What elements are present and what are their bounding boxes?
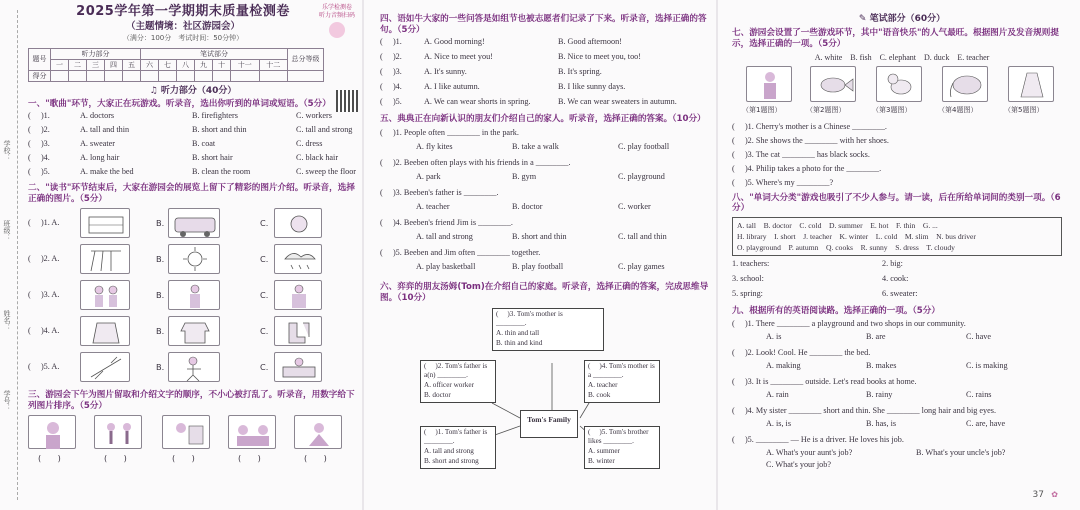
section-5-item (380, 248, 710, 278)
right-page (718, 0, 1080, 510)
node-question: ( )2. Tom's father is (424, 361, 488, 370)
phonics-picture-1 (746, 66, 792, 102)
node-option-a: A. tall and strong (424, 447, 474, 456)
picture-option-a (80, 244, 130, 274)
option-b-label: B. (156, 290, 165, 301)
section-7-row: ( )2. She shows the ________ with her shoes. (732, 135, 889, 145)
headphone-icon: ♫ (149, 85, 158, 96)
sequence-picture-1 (28, 415, 76, 449)
picture-option-c (274, 352, 322, 382)
section-5-item (380, 128, 710, 158)
picture-label: （第5题图） (1004, 105, 1044, 114)
sequence-bracket[interactable]: ( ) (104, 452, 127, 463)
node-option-a: A. thin and tall (496, 329, 540, 338)
sequence-picture-5 (294, 415, 342, 449)
sequence-picture-3 (162, 415, 210, 449)
section-9-question: ( )2. Look! Cool. He ________ the bed. (732, 347, 871, 357)
section-1-row: ( )5. A. make the bed B. clean the room C. sweep the floor (28, 166, 357, 176)
audio-stamp (316, 4, 358, 38)
section-9-option-c: C. What's your job? (766, 460, 831, 470)
listening-group-header: 听力部分 (51, 48, 141, 59)
middle-page (364, 0, 716, 510)
name-label: 姓名： (3, 310, 11, 331)
phonics-picture-4 (942, 66, 988, 102)
item-number: ( )1. A. (28, 218, 60, 228)
page-number: 37 (1032, 490, 1044, 500)
section-9-question: ( )4. My sister ________ short and thin. She ________ long hair and big eyes. (732, 405, 997, 415)
picture-option-b (168, 280, 220, 310)
section-5-options: A. park B. gym C. playground (416, 172, 665, 182)
mind-node-5 (584, 426, 660, 469)
section-5-options: A. fly kites B. take a walk C. play football (416, 142, 670, 152)
section-7-title: 七、游园会设置了一些游戏环节，其中"语音快乐"的人气最旺。根据图片及发音规则提示，选择正确的一项。（5分） (732, 28, 1059, 49)
category-rows (732, 259, 1072, 304)
sequence-bracket[interactable]: ( ) (238, 452, 261, 463)
mind-node-3 (492, 308, 604, 351)
node-option-b: B. short and strong (424, 456, 479, 465)
exam-subtitle: （主题情境：社区游园会） (125, 21, 240, 33)
score-table-label: 题号 (29, 48, 51, 70)
number-label: 学号： (3, 390, 11, 411)
picture-label: （第1题图） (742, 105, 782, 114)
section-7-row: ( )3. The cat ________ has black socks. (732, 149, 870, 159)
section-1-rows (28, 111, 358, 181)
section-4-row: ( )5. A. We can wear shorts in spring. B. We can wear sweaters in autumn. (380, 97, 677, 107)
category-row: 3. school: 4. cook: (732, 274, 909, 284)
option-b-label: B. (156, 326, 165, 337)
section-7-rows (732, 122, 1072, 192)
section-9-title: 九、根据所有的英语阅读路。选择正确的一项。（5分） (732, 306, 940, 317)
word-bank (732, 217, 1062, 256)
listening-header-text: 听力部分（40分） (160, 85, 237, 96)
section-8-title: 八、"单词大分类"游戏也吸引了不少人参与。请一读，后在所给单词间的类别一项。（6分） (732, 192, 1061, 214)
section-5-question: ( )3. Beeben's father is ________. (380, 188, 499, 198)
node-blank: ________. (496, 319, 527, 328)
section-4-row: ( )1. A. Good morning! B. Good afternoon! (380, 37, 622, 47)
section-5-question: ( )5. Beeben and Jim often ________ together. (380, 248, 541, 258)
option-c-label: C. (260, 218, 269, 229)
section-9-options: A. is B. are C. have (766, 332, 992, 342)
section-7-row: ( )5. Where's my ________? (732, 177, 834, 187)
word-bank-line: O. playground P. autumn Q. cooks R. sunny S. dress T. cloudy (737, 243, 955, 253)
section-3-pictures (28, 415, 358, 467)
page-corner-icon: ✿ (1051, 490, 1058, 499)
section-9-options: A. is, is B. has, is C. are, have (766, 419, 1006, 429)
binding-line (17, 10, 18, 500)
section-5-options: A. tall and strong B. short and thin C. tall and thin (416, 232, 667, 242)
section-9-options: A. rain B. rainy C. rains (766, 390, 992, 400)
section-4-row: ( )3. A. It's sunny. B. It's spring. (380, 67, 602, 77)
option-b-label: B. (156, 362, 165, 373)
phonics-picture-3 (876, 66, 922, 102)
picture-label: （第3题图） (872, 105, 912, 114)
section-9-item (732, 435, 1072, 475)
section-9-item (732, 406, 1072, 435)
category-row: 5. spring: 6. sweater: (732, 289, 918, 299)
picture-option-b (168, 352, 220, 382)
category-row: 1. teachers: 2. big: (732, 259, 903, 269)
score-row-label: 得分 (29, 70, 51, 81)
picture-option-c (274, 280, 322, 310)
item-number: ( )2. A. (28, 254, 60, 264)
node-blank: ________. (424, 437, 455, 446)
mind-map (380, 308, 710, 468)
section-9-rows (732, 319, 1072, 475)
mascot-icon (329, 22, 345, 38)
section-4-row: ( )2. A. Nice to meet you! B. Nice to meet you, too! (380, 52, 641, 62)
section-5-item (380, 158, 710, 188)
node-blank: a(n) ________. (424, 371, 468, 380)
section-9-options: A. making B. makes C. is making (766, 361, 1008, 371)
picture-label: （第2题图） (806, 105, 846, 114)
option-b-label: B. (156, 254, 165, 265)
section-2-grid (28, 206, 358, 386)
left-page (0, 0, 362, 510)
picture-option-a (80, 208, 130, 238)
section-5-options: A. teacher B. doctor C. worker (416, 202, 651, 212)
section-2-row (28, 278, 358, 314)
section-2-title: 二、"读书"环节结束后，大家在游园会的展览上留下了精彩的图片介绍。听录音，选择正确的图片。（5分） (28, 182, 355, 204)
section-9-options: A. What's your aunt's job? B. What's your uncle's job? (766, 448, 1006, 458)
picture-option-c (274, 244, 322, 274)
pencil-icon: ✎ (858, 14, 867, 24)
item-number: ( )3. A. (28, 290, 60, 300)
section-9-item (732, 377, 1072, 406)
qr-code-icon (336, 90, 358, 112)
section-9-item (732, 319, 1072, 348)
node-option-b: B. thin and kind (496, 338, 543, 347)
sequence-bracket[interactable]: ( ) (304, 452, 327, 463)
stamp-line-1: 乐学检测卷 (321, 4, 352, 11)
section-5-item (380, 218, 710, 248)
section-9-question: ( )5. ________ — He is a driver. He loves his job. (732, 434, 904, 444)
written-header (732, 14, 1072, 25)
option-c-label: C. (260, 254, 269, 265)
section-9-item (732, 348, 1072, 377)
word-bank-line: A. tall B. doctor C. cold D. summer E. hot F. thin G. ... (737, 221, 938, 231)
picture-option-c (274, 208, 322, 238)
section-2-row (28, 314, 358, 350)
option-c-label: C. (260, 326, 269, 337)
mind-center: Tom's Family (520, 410, 578, 438)
sequence-bracket[interactable]: ( ) (38, 452, 61, 463)
sequence-picture-4 (228, 415, 276, 449)
section-3-title: 三、游园会下午为图片留取和介绍文字的顺序，不小心被打乱了。听录音，用数字给下列图片排序。（5分） (28, 390, 355, 412)
section-1-row: ( )2. A. tall and thin B. short and thin C. tall and strong (28, 124, 353, 134)
middle-content (380, 14, 710, 468)
picture-option-a (80, 316, 130, 346)
section-5-question: ( )4. Beeben's friend Jim is ________. (380, 218, 513, 228)
written-group-header: 笔试部分 (141, 48, 288, 59)
section-5-rows (380, 128, 710, 278)
score-table-wrap (28, 48, 324, 82)
item-number: ( )5. A. (28, 362, 60, 372)
sequence-picture-2 (94, 415, 142, 449)
section-2-row (28, 242, 358, 278)
total-grade-header: 总分等级 (288, 48, 324, 70)
node-option-a: A. teacher (588, 381, 618, 390)
word-bank-line: H. library I. short J. teacher K. winter L. cold M. slim N. bus driver (737, 232, 976, 242)
section-7-row: ( )1. Cherry's mother is a Chinese ________. (732, 121, 887, 131)
section-7-pictures (732, 66, 1072, 122)
section-2-row (28, 350, 358, 386)
mind-node-2 (420, 360, 496, 403)
node-question: ( )3. Tom's mother is (496, 309, 563, 318)
school-label: 学校： (3, 140, 11, 161)
section-1-row: ( )4. A. long hair B. short hair C. black hair (28, 152, 339, 162)
node-option-a: A. officer worker (424, 381, 474, 390)
section-6-title: 六、弈弈的朋友汤姆(Tom)在介绍自己的家庭。听录音，选择正确的答案，完成思维导图。（10分） (380, 282, 709, 303)
section-9-question: ( )3. It is ________ outside. Let's read books at home. (732, 376, 917, 386)
section-5-title: 五、典典正在向新认识的朋友们介绍自己的家人。听录音，选择正确的答案。（10分） (380, 114, 706, 125)
node-option-b: B. cook (588, 390, 611, 399)
picture-label: （第4题图） (938, 105, 978, 114)
section-9-question: ( )1. There ________ a playground and two shops in our community. (732, 318, 966, 328)
picture-option-a (80, 352, 130, 382)
section-1-title: 一、"歌曲"环节，大家正在玩游戏。听录音，选出你听到的单词或短语。（5分） (28, 99, 331, 110)
section-4-rows (380, 37, 710, 112)
stamp-line-2: 听力音频扫码 (318, 12, 355, 20)
section-2-row (28, 206, 358, 242)
phonics-picture-5 (1008, 66, 1054, 102)
section-5-options: A. play basketball B. play football C. play games (416, 262, 665, 272)
score-table: 题号 听力部分 笔试部分 总分等级 一 二 三 四 五 六 七 八 九 十 十一 十二 得分 (28, 48, 324, 82)
node-question: ( )1. Tom's father is (424, 427, 488, 436)
mind-node-1 (420, 426, 496, 469)
picture-option-a (80, 280, 130, 310)
node-blank: likes ________. (588, 437, 634, 446)
section-4-row: ( )4. A. I like autumn. B. I like sunny days. (380, 82, 626, 92)
right-content (732, 14, 1072, 475)
left-content (28, 4, 358, 467)
picture-option-b (168, 208, 220, 238)
mind-node-4 (584, 360, 660, 403)
phonics-picture-2 (810, 66, 856, 102)
section-5-question: ( )2. Beeben often plays with his friends in a ________. (380, 158, 571, 168)
node-question: ( )5. Tom's brother (588, 427, 649, 436)
picture-option-b (168, 316, 220, 346)
listening-header (28, 86, 358, 97)
section-5-item (380, 188, 710, 218)
sequence-bracket[interactable]: ( ) (172, 452, 195, 463)
written-header-text: 笔试部分（60分） (869, 14, 946, 24)
item-number: ( )4. A. (28, 326, 60, 336)
section-7-row: ( )4. Philip takes a photo for the ________. (732, 163, 882, 173)
section-1-row: ( )3. A. sweater B. coat C. dress (28, 138, 323, 148)
class-label: 班级： (3, 220, 11, 241)
node-option-b: B. winter (588, 456, 615, 465)
node-blank: a ________. (588, 371, 624, 380)
node-option-b: B. doctor (424, 390, 451, 399)
picture-option-c (274, 316, 322, 346)
exam-time-info: （满分：100分 考试时间：50分钟） (122, 34, 244, 43)
section-7-options: A. white B. fish C. elephant D. duck E. teacher (814, 52, 990, 62)
option-b-label: B. (156, 218, 165, 229)
picture-option-b (168, 244, 220, 274)
section-1-row: ( )1. A. doctors B. firefighters C. workers (28, 110, 332, 120)
exam-title: 2025学年第一学期期末质量检测卷 (76, 4, 290, 19)
node-question: ( )4. Tom's mother is (588, 361, 655, 370)
student-info-strip (2, 140, 16, 430)
option-c-label: C. (260, 290, 269, 301)
option-c-label: C. (260, 362, 269, 373)
section-4-title: 四、语如牛大家的一些问答是如组节也被志愿者们记录了下来。听录音，选择正确的答句。（5分） (380, 14, 707, 35)
section-5-question: ( )1. People often ________ in the park. (380, 128, 519, 138)
node-option-a: A. summer (588, 447, 620, 456)
